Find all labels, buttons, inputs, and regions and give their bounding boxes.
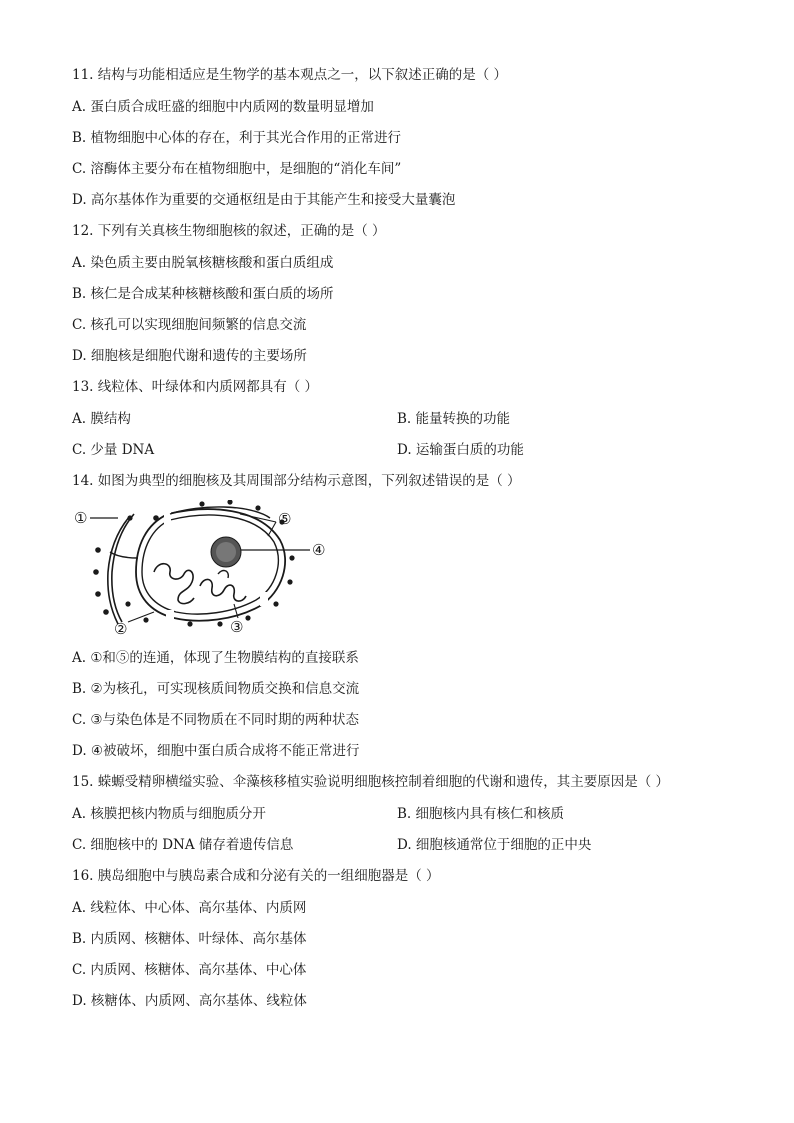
question-16-option-c: C. 内质网、核糖体、高尔基体、中心体 — [72, 962, 307, 978]
question-16-option-b: B. 内质网、核糖体、叶绿体、高尔基体 — [72, 931, 307, 947]
figure-label-5: ⑤ — [278, 510, 292, 528]
question-15-stem: 15. 蝾螈受精卵横缢实验、伞藻核移植实验说明细胞核控制着细胞的代谢和遗传，其主要原因是（ ） — [72, 774, 670, 790]
question-16-stem: 16. 胰岛细胞中与胰岛素合成和分泌有关的一组细胞器是（ ） — [72, 868, 440, 884]
figure-label-2: ② — [114, 620, 128, 638]
question-13-option-d: D. 运输蛋白质的功能 — [397, 442, 524, 458]
question-15-option-c: C. 细胞核中的 DNA 储存着遗传信息 — [72, 837, 294, 853]
question-13-stem: 13. 线粒体、叶绿体和内质网都具有（ ） — [72, 379, 319, 395]
question-11-option-c: C. 溶酶体主要分布在植物细胞中，是细胞的“消化车间” — [72, 161, 402, 177]
question-11-option-a: A. 蛋白质合成旺盛的细胞中内质网的数量明显增加 — [72, 99, 374, 115]
question-12-stem: 12. 下列有关真核生物细胞核的叙述，正确的是（ ） — [72, 223, 386, 239]
question-11-option-b: B. 植物细胞中心体的存在，利于其光合作用的正常进行 — [72, 130, 402, 146]
question-14-stem: 14. 如图为典型的细胞核及其周围部分结构示意图，下列叙述错误的是（ ） — [72, 473, 521, 489]
question-13-option-b: B. 能量转换的功能 — [397, 411, 511, 427]
nucleus-diagram — [70, 500, 340, 640]
question-15-option-d: D. 细胞核通常位于细胞的正中央 — [397, 837, 592, 853]
question-16-option-a: A. 线粒体、中心体、高尔基体、内质网 — [72, 900, 307, 916]
question-14-option-b: B. ②为核孔，可实现核质间物质交换和信息交流 — [72, 681, 360, 697]
question-12-option-a: A. 染色质主要由脱氧核糖核酸和蛋白质组成 — [72, 255, 334, 271]
question-14-option-d: D. ④被破坏，细胞中蛋白质合成将不能正常进行 — [72, 743, 360, 759]
question-16-option-d: D. 核糖体、内质网、高尔基体、线粒体 — [72, 993, 307, 1009]
figure-label-3: ③ — [230, 618, 244, 636]
question-15-option-b: B. 细胞核内具有核仁和核质 — [397, 806, 565, 822]
figure-label-4: ④ — [312, 541, 326, 559]
question-11-option-d: D. 高尔基体作为重要的交通枢纽是由于其能产生和接受大量囊泡 — [72, 192, 456, 208]
figure-label-1: ① — [74, 509, 88, 527]
question-13-option-c: C. 少量 DNA — [72, 442, 155, 458]
question-12-option-b: B. 核仁是合成某种核糖核酸和蛋白质的场所 — [72, 286, 334, 302]
question-15-option-a: A. 核膜把核内物质与细胞质分开 — [72, 806, 266, 822]
question-13-option-a: A. 膜结构 — [72, 411, 131, 427]
question-14-option-c: C. ③与染色体是不同物质在不同时期的两种状态 — [72, 712, 360, 728]
question-11-stem: 11. 结构与功能相适应是生物学的基本观点之一，以下叙述正确的是（ ） — [72, 67, 508, 83]
question-14-option-a: A. ①和⑤的连通，体现了生物膜结构的直接联系 — [72, 650, 359, 666]
question-12-option-c: C. 核孔可以实现细胞间频繁的信息交流 — [72, 317, 307, 333]
question-12-option-d: D. 细胞核是细胞代谢和遗传的主要场所 — [72, 348, 307, 364]
